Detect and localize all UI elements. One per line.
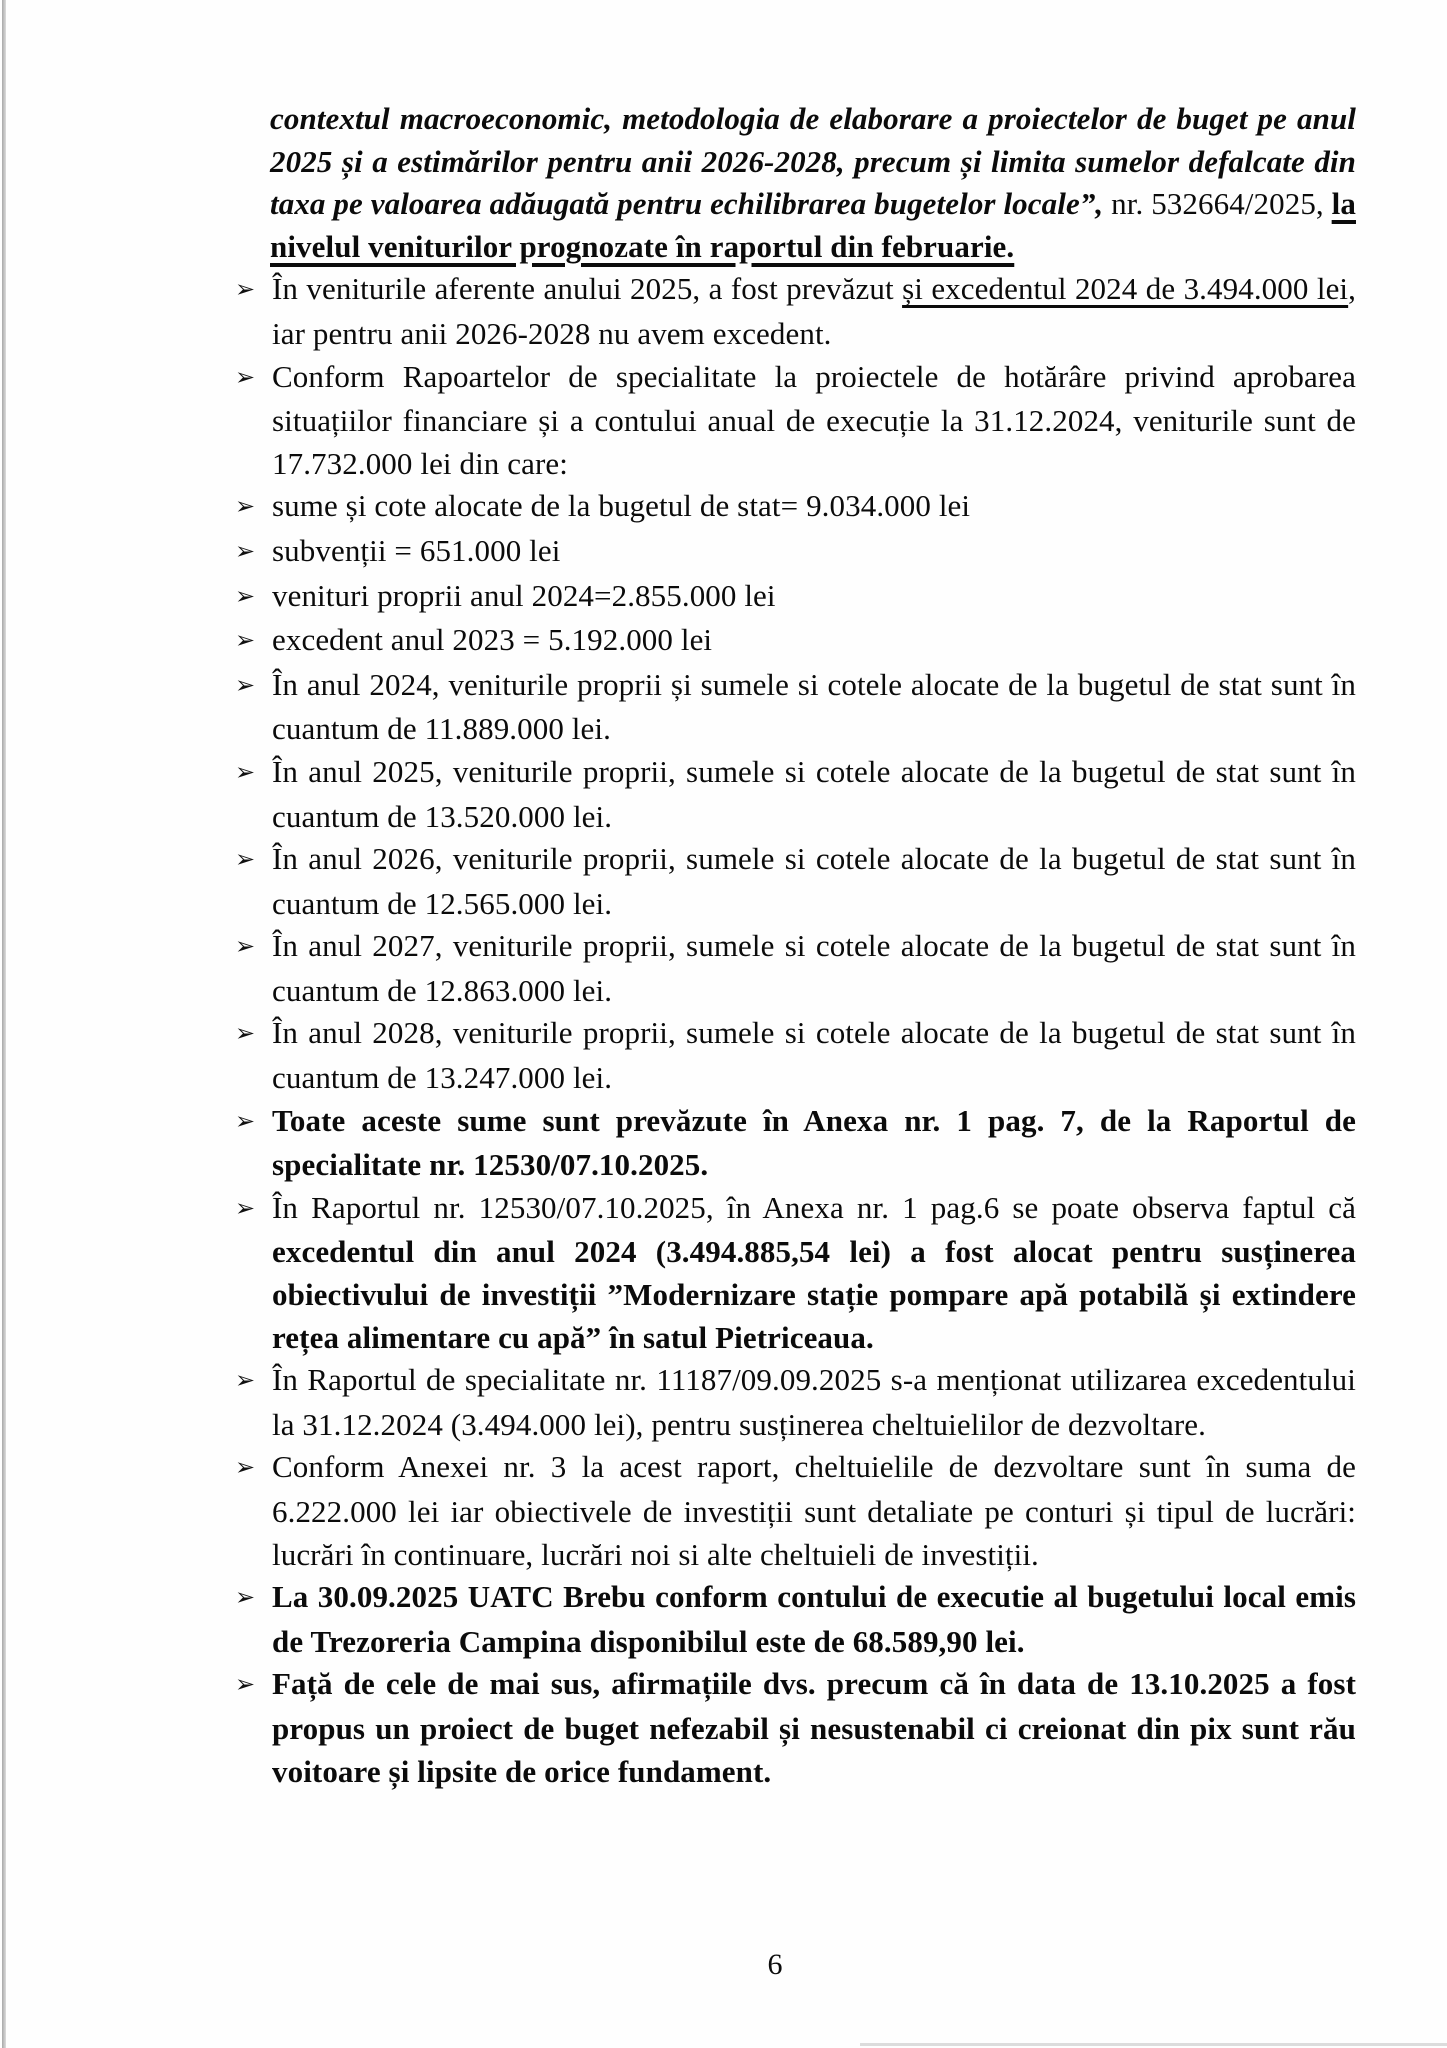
scan-edge-left [2, 0, 6, 2048]
document-content [235, 98, 1356, 1793]
text-run: În Raportul nr. 12530/07.10.2025, în Anexa nr. 1 pag.6 se poate observa faptul că [272, 1189, 1356, 1225]
list-item [235, 356, 1356, 486]
list-item [235, 530, 1356, 575]
list-item [235, 1187, 1356, 1359]
list-item [235, 575, 1356, 620]
text-run: În anul 2028, veniturile proprii, sumele si cotele alocate de la bugetul de stat sunt în cuantum de 13.247.000 lei. [272, 1015, 1356, 1096]
arrow-bullet-icon: ➢ [235, 362, 256, 391]
text-run: În anul 2027, veniturile proprii, sumele si cotele alocate de la bugetul de stat sunt în cuantum de 12.863.000 lei. [272, 928, 1356, 1008]
text-run: subvenții = 651.000 lei [272, 532, 561, 568]
list-item [235, 1576, 1356, 1663]
text-run: nr. 532664/2025, [1111, 186, 1332, 222]
list-item [235, 1446, 1356, 1576]
arrow-bullet-icon: ➢ [235, 536, 256, 565]
arrow-bullet-icon: ➢ [235, 1366, 256, 1395]
arrow-bullet-icon: ➢ [235, 757, 256, 786]
arrow-bullet-icon: ➢ [235, 670, 256, 699]
list-item [235, 485, 1356, 530]
text-run: venituri proprii anul 2024=2.855.000 lei [272, 577, 776, 613]
text-run: În anul 2024, veniturile proprii și sumele si cotele alocate de la bugetul de stat sunt în cuantum de 11.889.000 lei. [272, 666, 1356, 747]
arrow-bullet-icon: ➢ [235, 845, 256, 874]
text-run: și excedentul 2024 de 3.494.000 lei [902, 271, 1349, 307]
text-run: În veniturile aferente anului 2025, a fost prevăzut [272, 271, 903, 307]
arrow-bullet-icon: ➢ [235, 1019, 256, 1048]
arrow-bullet-icon: ➢ [235, 626, 256, 655]
list-item [235, 925, 1356, 1012]
text-run: Toate aceste sume sunt prevăzute în Anexa nr. 1 pag. 7, de la Raportul de specialitate nr. 12530/07.10.2025. [272, 1102, 1356, 1183]
text-run: , iar pentru anii 2026-2028 nu avem excedent. [272, 271, 1356, 351]
text-run: Conform Anexei nr. 3 la acest raport, cheltuielile de dezvoltare sunt în suma de 6.222.000 lei iar obiectivele de investiții sunt detaliate pe conturi și tipul de lucrări: lucrări în continuare, lucrări noi si alte cheltuieli de investiții. [272, 1449, 1356, 1572]
text-run: excedent anul 2023 = 5.192.000 lei [272, 622, 713, 658]
list-item [235, 1663, 1356, 1793]
list-item [235, 1012, 1356, 1099]
scan-edge-bottom [860, 2043, 1447, 2046]
text-run: Conform Rapoartelor de specialitate la proiectele de hotărâre privind aprobarea situațiilor financiare și a contului anual de execuție la 31.12.2024, veniturile sunt de 17.732.000 lei din care: [272, 358, 1356, 481]
arrow-bullet-icon: ➢ [235, 275, 256, 304]
list-item [235, 268, 1356, 355]
list-item [235, 664, 1356, 751]
text-run: sume și cote alocate de la bugetul de stat= 9.034.000 lei [272, 488, 971, 524]
arrow-bullet-icon: ➢ [235, 932, 256, 961]
intro-paragraph [270, 98, 1356, 268]
text-run: contextul macroeconomic, metodologia de elaborare a proiectelor de buget pe anul 2025 și a estimărilor pentru anii 2026-2028, precum și limita sumelor defalcate din taxa pe valoarea adăugată pentru echilibrarea bugetelor locale”, [270, 101, 1356, 222]
list-item [235, 751, 1356, 838]
text-run: excedentul din anul 2024 (3.494.885,54 lei) a fost alocat pentru susținerea obiectivului de investiții ”Modernizare stație pompare apă potabilă și extindere rețea alimentare cu apă” în satul Pietriceaua. [272, 1234, 1356, 1355]
text-run: În Raportul de specialitate nr. 11187/09.09.2025 s-a menționat utilizarea excedentului la 31.12.2024 (3.494.000 lei), pentru susținerea cheltuielilor de dezvoltare. [272, 1362, 1356, 1442]
text-run: la nivelul veniturilor prognozate în raportul din februarie. [270, 186, 1356, 264]
text-run: În anul 2026, veniturile proprii, sumele si cotele alocate de la bugetul de stat sunt în cuantum de 12.565.000 lei. [272, 841, 1356, 921]
page-number: 6 [767, 1948, 783, 1981]
bullet-list [235, 268, 1356, 1793]
list-item [235, 1100, 1356, 1187]
arrow-bullet-icon: ➢ [235, 581, 256, 610]
text-run: Față de cele de mai sus, afirmațiile dvs. precum că în data de 13.10.2025 a fost propus un proiect de buget nefezabil și nesustenabil ci creionat din pix sunt rău voitoare și lipsite de orice fundament. [272, 1666, 1356, 1789]
arrow-bullet-icon: ➢ [235, 1583, 256, 1612]
list-item [235, 619, 1356, 664]
arrow-bullet-icon: ➢ [235, 1670, 256, 1699]
list-item [235, 838, 1356, 925]
arrow-bullet-icon: ➢ [235, 1106, 256, 1135]
arrow-bullet-icon: ➢ [235, 492, 256, 521]
text-run: În anul 2025, veniturile proprii, sumele si cotele alocate de la bugetul de stat sunt în cuantum de 13.520.000 lei. [272, 753, 1356, 834]
arrow-bullet-icon: ➢ [235, 1193, 256, 1222]
arrow-bullet-icon: ➢ [235, 1453, 256, 1482]
text-run: La 30.09.2025 UATC Brebu conform contului de executie al bugetului local emis de Trezoreria Campina disponibilul este de 68.589,90 lei. [272, 1579, 1356, 1659]
list-item [235, 1359, 1356, 1446]
